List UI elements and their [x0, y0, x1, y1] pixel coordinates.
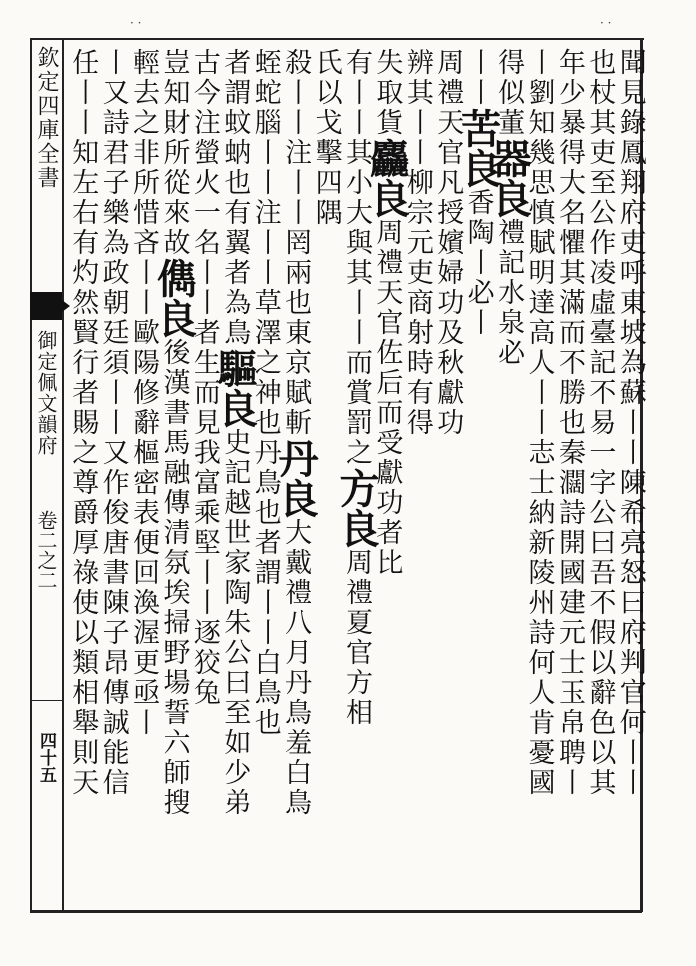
text-segment: 辨其丨丨柳宗元吏商射時有得: [401, 48, 433, 438]
entry-heading: 苦良: [454, 108, 502, 188]
text-segment: 丨丨: [462, 48, 494, 108]
text-segment: 後漢書馬融傳清氛埃掃野場誓六師搜: [158, 338, 190, 818]
text-segment: 得似董: [493, 48, 525, 138]
text-segment: 殺丨丨注丨丨罔兩也東京賦斬: [280, 48, 312, 438]
corner-mark-left: · ·: [130, 16, 142, 30]
text-segment: 者生而見我富乘堅丨丨逐狡兔: [188, 318, 220, 708]
entry-heading: 驅良: [211, 348, 259, 428]
text-segment: 氏以戈擊四隅: [310, 48, 342, 228]
text-segment: 丨又詩君子樂為政朝廷須丨丨又作俊唐書陳子昂傳誠能信: [97, 48, 129, 798]
text-segment: 丨劉知幾思慎賦明達高人丨丨志士納新陵州詩何人肯憂國: [523, 48, 555, 798]
book-title: 御定佩文韻府: [34, 330, 58, 456]
text-segment: 史記越世家陶朱公曰至如少弟: [219, 428, 251, 818]
text-column: [62, 48, 102, 798]
entry-heading: 方良: [333, 468, 380, 548]
text-segment: 大戴禮八月丹鳥羞白鳥: [280, 518, 312, 818]
text-segment: 豈知財所從來故: [158, 48, 190, 258]
volume-label: 卷二之二: [34, 510, 58, 590]
text-segment: 聞見錄鳳翔府吏呼東坡為蘇丨丨陳希亮怒曰府判官何丨丨: [614, 48, 646, 798]
text-segment: 失取貨: [371, 48, 403, 138]
corner-mark-right: · ·: [600, 16, 612, 30]
text-segment: 周禮天官佐后而受獻功者比: [371, 218, 403, 578]
fish-tail-mark: [30, 292, 62, 320]
text-segment: 周禮天官凡授嬪婦功及秋獻功: [432, 48, 464, 438]
text-segment: 古今注螢火一名丨丨: [188, 48, 220, 318]
frame-bottom-rule: [30, 910, 642, 913]
text-segment: 年少暴得大名懼其滿而不勝也秦𤄃詩開國建元士玉帛聘丨: [553, 48, 585, 798]
text-segment: 也杖其吏至公作凌虛臺記不易一字公曰吾不假以辭色以其: [584, 48, 616, 798]
entry-heading: 丹良: [272, 438, 320, 518]
entry-heading: 麤良: [363, 138, 411, 218]
text-segment: 任丨丨知左右有灼然賢行者賜之尊爵厚祿使以類相舉則天: [67, 48, 99, 798]
text-segment: 禮記水泉必: [493, 218, 525, 368]
collection-title: 欽定四庫全書: [34, 46, 59, 190]
text-segment: 香陶丨必丨: [462, 188, 494, 338]
entry-heading: 器良: [485, 138, 533, 218]
page-number: 四十五: [36, 732, 56, 783]
text-segment: 有丨丨其小大與其丨丨而賞罰之: [341, 48, 372, 468]
text-segment: 蛭蛇腦丨丨注丨丨草澤之神也: [249, 48, 281, 438]
text-segment: 周禮夏官方相: [341, 548, 372, 728]
text-segment: 者謂蚊蚋也有翼者為鳥: [219, 48, 251, 348]
text-segment: 丹鳥也者謂丨丨白鳥也: [249, 438, 281, 738]
text-segment: 輕去之非所惜吝: [128, 48, 160, 258]
text-segment: 丨丨歐陽修辭樞密表便回渙渥更亟丨: [128, 258, 160, 738]
entry-heading: 儁良: [150, 258, 198, 338]
margin-divider: [30, 700, 62, 701]
text-columns: [62, 40, 646, 910]
